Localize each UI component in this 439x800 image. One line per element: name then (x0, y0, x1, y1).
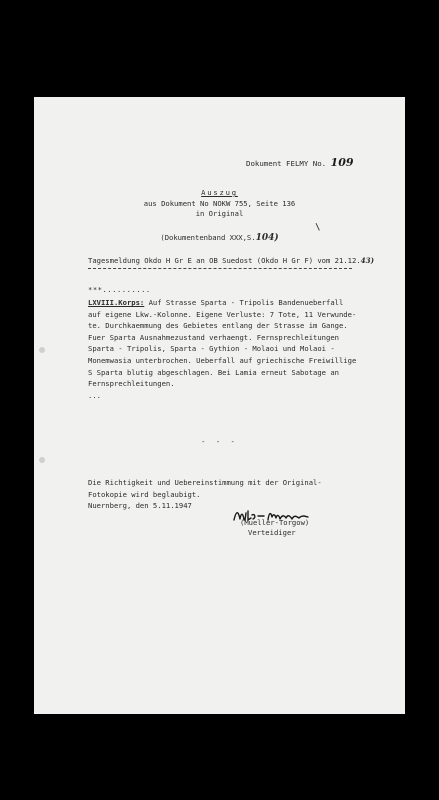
ellipsis: ... (88, 390, 101, 400)
document-number-handwritten: 109 (330, 156, 354, 169)
body-line: Sparta - Tripolis, Sparta - Gythion - Molaoi und Molaoi - (88, 344, 335, 354)
body-line: te. Durchkaemmung des Gebietes entlang der Strasse im Gange. (88, 321, 348, 331)
body-line: S Sparta blutig abgeschlagen. Bei Lamia erneut Sabotage an (88, 367, 339, 377)
certification-date: Nuernberg, den 5.11.1947 (88, 501, 192, 511)
certification (88, 477, 388, 512)
body-line: auf eigene Lkw.-Kolonne. Eigene Verluste: 7 Tote, 11 Verwunde- (88, 309, 357, 319)
pencil-mark (316, 221, 324, 230)
divider-rule (88, 268, 352, 269)
signer-name: (Mueller-Torgow) (240, 518, 310, 527)
document-number-label: Dokument FELMY No. (246, 159, 327, 168)
body-line: Fernsprechleitungen. (88, 379, 175, 389)
body-line: Fuer Sparta Ausnahmezustand verhaengt. Fernsprechleitungen (88, 332, 339, 342)
body-line: Monemwasia unterbrochen. Ueberfall auf griechische Freiwillige (88, 355, 357, 365)
document-number (246, 157, 354, 170)
separator: - - - (201, 437, 238, 446)
source-line-1: aus Dokument No NOKW 755, Seite 136 (143, 199, 296, 208)
body-line: LXVIII.Korps: Auf Strasse Sparta - Tripolis Bandenueberfall (88, 298, 344, 307)
band-prefix: (Dokumentenband XXX,S. (160, 233, 256, 242)
report-prefix: Tagesmeldung Okdo H Gr E an OB Suedost (Okdo H Gr F) vom 21.12. (88, 256, 361, 265)
band-handwritten: 104) (255, 233, 279, 243)
document-title: Auszug (201, 188, 238, 197)
report-body (88, 297, 388, 401)
punch-hole (39, 457, 45, 463)
signer-block (240, 518, 309, 538)
certification-line: Fotokopie wird beglaubigt. (88, 489, 201, 499)
certification-line: Die Richtigkeit und Uebereinstimmung mit der Original- (88, 478, 322, 487)
source-line-2: in Original (195, 209, 244, 218)
korps-label: LXVIII.Korps: (88, 298, 145, 307)
document-band (34, 232, 405, 245)
report-year-handwritten: 43) (360, 256, 375, 265)
punch-hole (39, 347, 45, 353)
stars-line: ***.......... (88, 285, 151, 294)
report-heading (88, 255, 374, 267)
signer-role: Verteidiger (248, 528, 296, 537)
document-page (34, 97, 405, 714)
